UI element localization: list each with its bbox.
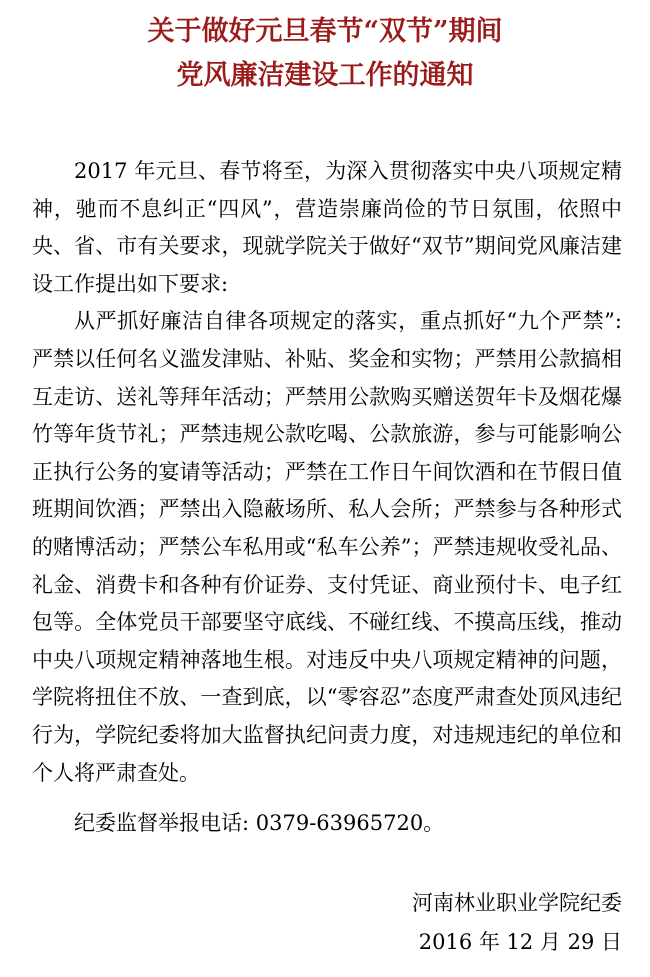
title-line-1: 关于做好元旦春节“双节”期间 [147, 16, 503, 47]
signature-date: 2016 年 12 月 29 日 [418, 930, 622, 954]
signature-organization: 河南林业职业学院纪委 [412, 891, 622, 915]
notice-body [32, 153, 622, 792]
report-phone: 纪委监督举报电话: 0379-63965720。 [74, 811, 445, 835]
paragraph-requirements: 从严抓好廉洁自律各项规定的落实，重点抓好“九个严禁”:严禁以任何名义滥发津贴、补贴、奖金和实物；严禁用公款搞相互走访、送礼等拜年活动；严禁用公款购买赠送贺年卡及烟花爆竹等年货节礼；严禁违规公款吃喝、公款旅游，参与可能影响公正执行公务的宴请等活动；严禁在工作日午间饮酒和在节假日值班期间饮酒；严禁出入隐蔽场所、私人会所；严禁参与各种形式的赌博活动；严禁公车私用或“私车公养”；严禁违规收受礼品、礼金、消费卡和各种有价证券、支付凭证、商业预付卡、电子红包等。全体党员干部要坚守底线、不碰红线、不摸高压线，推动中央八项规定精神落地生根。对违反中央八项规定精神的问题，学院将扭住不放、一查到底，以“零容忍”态度严肃查处顶风违纪行为，学院纪委将加大监督执纪问责力度，对违规违纪的单位和个人将严肃查处。 [32, 309, 622, 785]
paragraph-intro: 2017 年元旦、春节将至，为深入贯彻落实中央八项规定精神，驰而不息纠正“四风”，营造崇廉尚俭的节日氛围，依照中央、省、市有关要求，现就学院关于做好“双节”期间党风廉洁建设工作提出如下要求: [32, 159, 622, 296]
title-line-2: 党风廉洁建设工作的通知 [176, 60, 474, 91]
